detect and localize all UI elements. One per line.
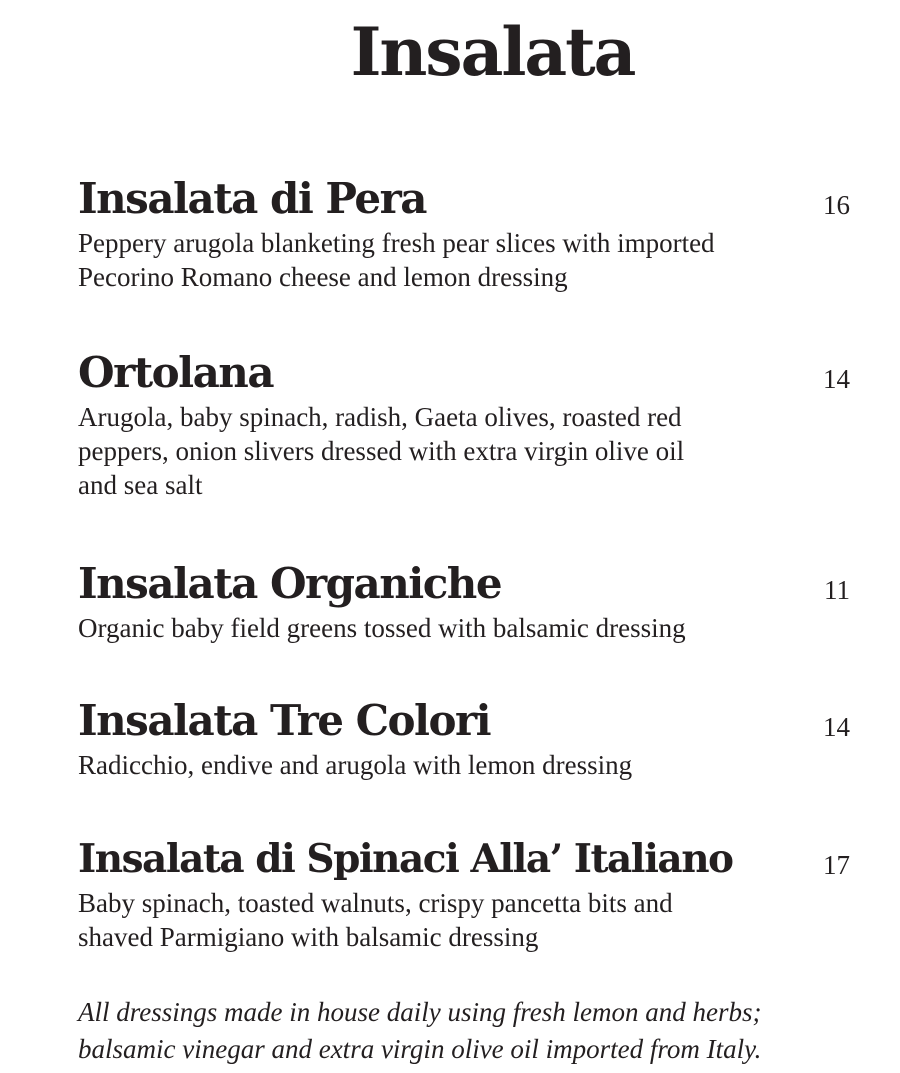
item-price: 16: [823, 190, 850, 220]
page-title: Insalata: [350, 13, 635, 91]
item-name: Ortolana: [78, 348, 274, 397]
item-description: Radicchio, endive and arugola with lemon dressing: [78, 750, 633, 780]
item-description: Organic baby field greens tossed with balsamic dressing: [78, 613, 686, 643]
item-description: Baby spinach, toasted walnuts, crispy pancetta bits and shaved Parmigiano with balsamic dressing: [78, 888, 673, 952]
item-name: Insalata Organiche: [78, 559, 502, 608]
item-name: Insalata di Pera: [78, 174, 426, 223]
item-description: Arugola, baby spinach, radish, Gaeta olives, roasted red peppers, onion slivers dressed with extra virgin olive oil and sea salt: [78, 402, 685, 500]
item-price: 17: [823, 850, 850, 880]
item-name: Insalata Tre Colori: [78, 696, 491, 745]
item-description: Peppery arugola blanketing fresh pear slices with imported Pecorino Romano cheese and lemon dressing: [78, 228, 715, 292]
dressing-footnote: All dressings made in house daily using fresh lemon and herbs; balsamic vinegar and extra virgin olive oil imported from Italy.: [78, 997, 762, 1064]
item-price: 11: [824, 575, 850, 605]
item-name: Insalata di Spinaci Alla’ Italiano: [78, 836, 733, 882]
item-price: 14: [823, 364, 850, 394]
item-price: 14: [823, 712, 850, 742]
